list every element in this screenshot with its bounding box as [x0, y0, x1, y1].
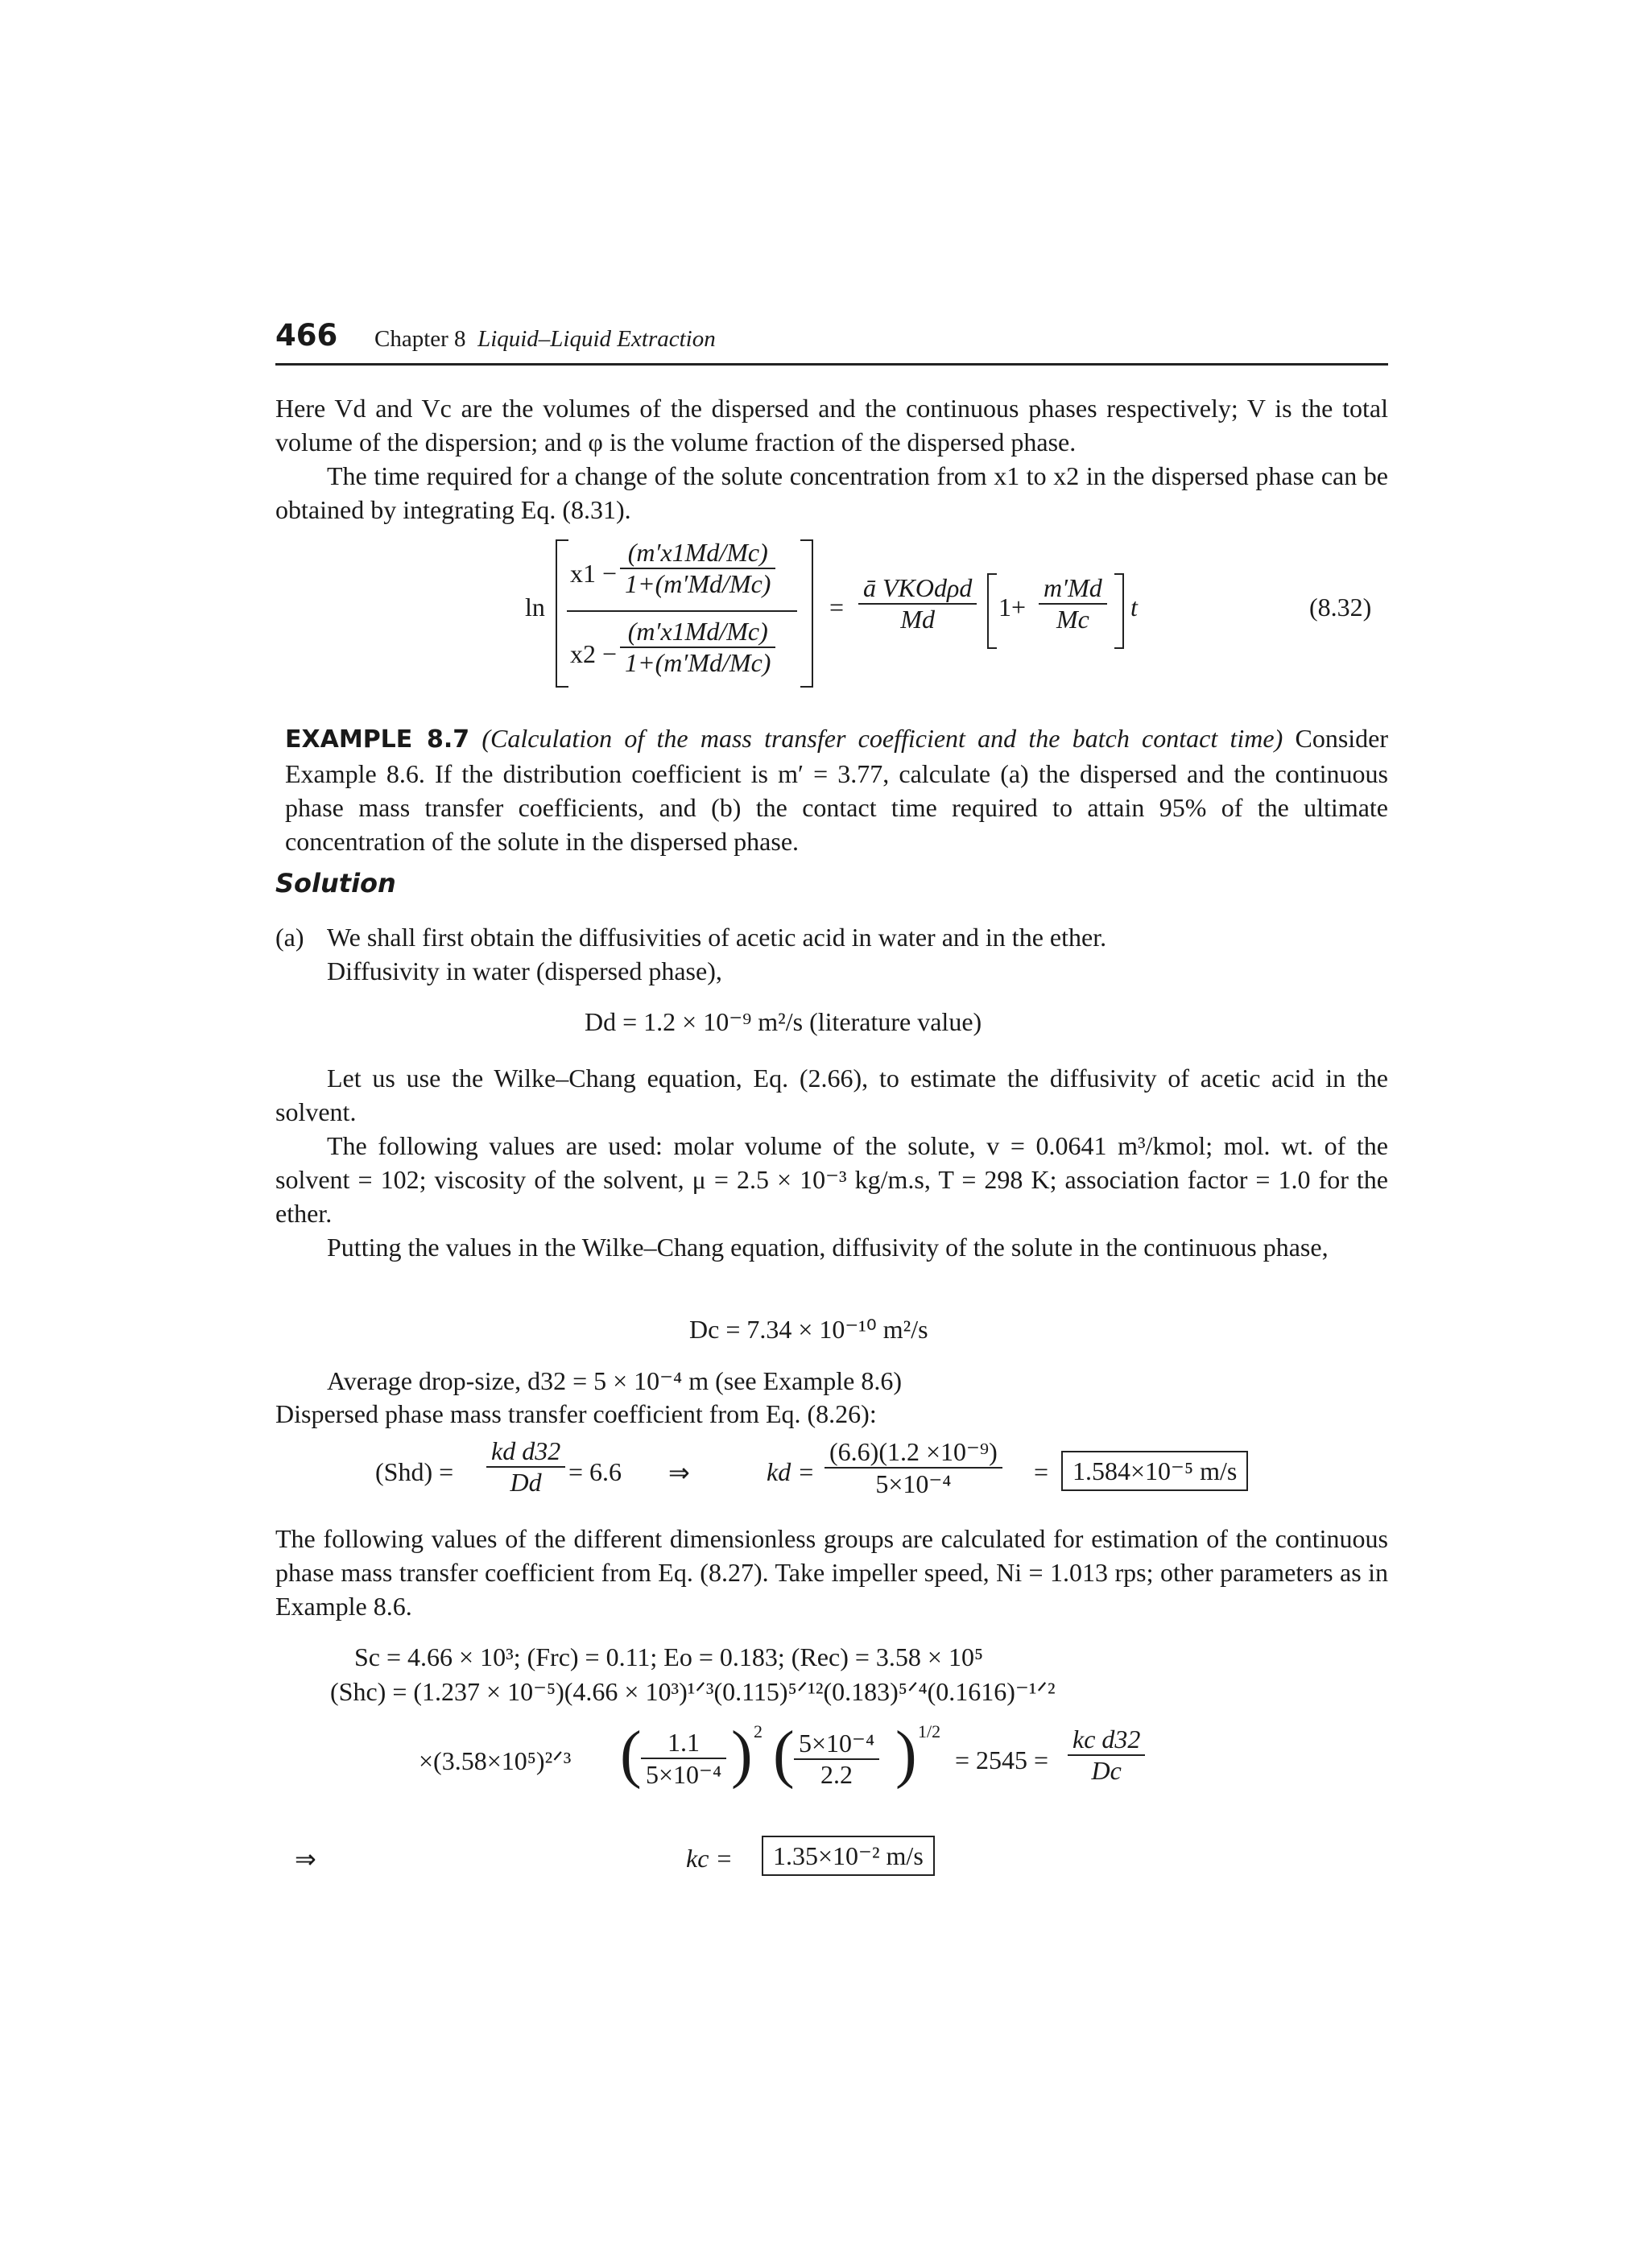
paragraph-time: The time required for a change of the solute concentration from x1 to x2 in the dispersed phase can be obtained by integrating Eq. (8.31).: [275, 461, 1388, 524]
solution-heading: Solution: [275, 868, 396, 899]
denominator-fraction: $\frac{(m'x1Md/Mc)}{1+(m'Md/Mc)}$: [620, 617, 775, 678]
paren-open-1: (: [620, 1719, 642, 1790]
example-8-7: [285, 721, 1388, 858]
paragraph-wilke-chang: Let us use the Wilke–Chang equation, Eq. (2.66), to estimate the diffusivity of acetic acid in the solvent.: [275, 1064, 1388, 1126]
chapter-title: Liquid–Liquid Extraction: [477, 326, 716, 352]
shd-lhs: (Shd) =: [375, 1457, 454, 1486]
dispersed-phase-line: Dispersed phase mass transfer coefficient from Eq. (8.26):: [275, 1399, 877, 1428]
numerator-x1: x1 −: [570, 559, 618, 588]
equals-sign: =: [829, 593, 845, 622]
running-header: [275, 316, 1388, 366]
page-number: 466: [275, 318, 338, 353]
shd-value: = 6.6: [568, 1457, 622, 1486]
bracket-fraction: $\frac{m'Md}{Mc}$: [1039, 573, 1107, 634]
dc-equation: Dc = 7.34 × 10⁻¹⁰ m²/s: [689, 1315, 928, 1344]
rhs-left-bracket: [987, 573, 997, 649]
paragraph-values: The following values are used: molar volume of the solute, v = 0.0641 m³/kmol; mol. wt. of the solvent = 102; viscosity of the solvent, μ = 2.5 × 10⁻³ kg/m.s, T = 298 K; association factor = 1.0 for the ether.: [275, 1131, 1388, 1228]
paren-open-2: (: [773, 1719, 795, 1790]
right-bracket: [800, 539, 813, 688]
paragraph-putting: Putting the values in the Wilke–Chang equation, diffusivity of the solute in the continuous phase,: [327, 1233, 1329, 1262]
kd-fraction: $\frac{\text{(6.6)(1.2 ×10⁻⁹)}}{\text{5×10⁻⁴}}$: [824, 1436, 1002, 1499]
kc-fraction: $\frac{\text{kc d32}}{Dc}$: [1068, 1725, 1145, 1786]
example-text: Consider Example 8.6. If the distribution coefficient is m′ = 3.77, calculate (a) the dispersed and the continuous phase mass transfer coefficients, and (b) the contact time required to attain 95% of the ultimate concentration of the solute in the dispersed phase.: [285, 724, 1389, 856]
paren-close-2: ): [895, 1719, 917, 1790]
numerator-fraction: $\frac{(m'x1Md/Mc)}{1+(m'Md/Mc)}$: [620, 538, 775, 599]
equals-2545: = 2545 =: [955, 1745, 1049, 1774]
example-label: EXAMPLE 8.7: [285, 725, 470, 754]
exponent-1: 2: [754, 1721, 763, 1741]
kc-lhs: kc =: [686, 1844, 733, 1873]
shd-fraction: $\frac{\text{kd d32}}{Dd}$: [486, 1436, 565, 1498]
chapter-number: Chapter 8: [374, 326, 466, 352]
example-title: (Calculation of the mass transfer coefficient and the batch contact time): [481, 724, 1283, 753]
bracket-one: 1+: [998, 593, 1027, 622]
equation-number: (8.32): [1309, 593, 1372, 622]
part-a-label: (a): [275, 923, 304, 952]
main-fraction-bar: [567, 610, 797, 612]
left-bracket: [556, 539, 568, 688]
denominator-x2: x2 −: [570, 639, 618, 668]
ln-symbol: ln: [525, 593, 545, 622]
part-a-line2: Diffusivity in water (dispersed phase),: [327, 956, 722, 985]
kd-lhs: kd =: [767, 1457, 815, 1486]
paren-close-1: ): [731, 1719, 753, 1790]
fraction-1: $\frac{1.1}{\text{5×10⁻⁴}}$: [641, 1728, 726, 1790]
dd-equation: Dd = 1.2 × 10⁻⁹ m²/s (literature value): [585, 1007, 982, 1036]
implies-arrow: ⇒: [668, 1458, 690, 1487]
multiplier: ×(3.58×10⁵)²ᐟ³: [419, 1746, 572, 1775]
part-a-line1: We shall first obtain the diffusivities of acetic acid in water and in the ether.: [327, 923, 1107, 952]
shc-expression: (Shc) = (1.237 × 10⁻⁵)(4.66 × 10³)¹ᐟ³(0.115)⁵ᐟ¹²(0.183)⁵ᐟ⁴(0.1616)⁻¹ᐟ²: [330, 1677, 1056, 1706]
drop-size-line: Average drop-size, d32 = 5 × 10⁻⁴ m (see Example 8.6): [327, 1366, 902, 1395]
rhs-fraction: ā VKOdρd Md: [858, 573, 977, 634]
chapter-heading: [374, 326, 716, 353]
kc-result-box: 1.35×10⁻² m/s: [762, 1836, 935, 1876]
dimensionless-groups: Sc = 4.66 × 10³; (Frc) = 0.11; Eo = 0.183; (Rec) = 3.58 × 10⁵: [354, 1642, 984, 1671]
paragraph-following: The following values of the different dimensionless groups are calculated for estimation of the continuous phase mass transfer coefficient from Eq. (8.27). Take impeller speed, Ni = 1.013 rps; other parameters as in Example 8.6.: [275, 1524, 1388, 1621]
paragraph-volumes: Here Vd and Vc are the volumes of the dispersed and the continuous phases respectively; V is the total volume of the dispersion; and φ is the volume fraction of the dispersed phase.: [275, 394, 1388, 456]
kd-result-box: 1.584×10⁻⁵ m/s: [1061, 1451, 1248, 1491]
kd-equals: =: [1034, 1457, 1049, 1486]
exponent-2: 1/2: [918, 1721, 941, 1741]
final-implies: ⇒: [295, 1845, 316, 1873]
fraction-2: $\frac{\text{5×10⁻⁴}}{2.2}$: [794, 1728, 879, 1790]
time-variable: t: [1130, 593, 1138, 622]
rhs-right-bracket: [1114, 573, 1124, 649]
